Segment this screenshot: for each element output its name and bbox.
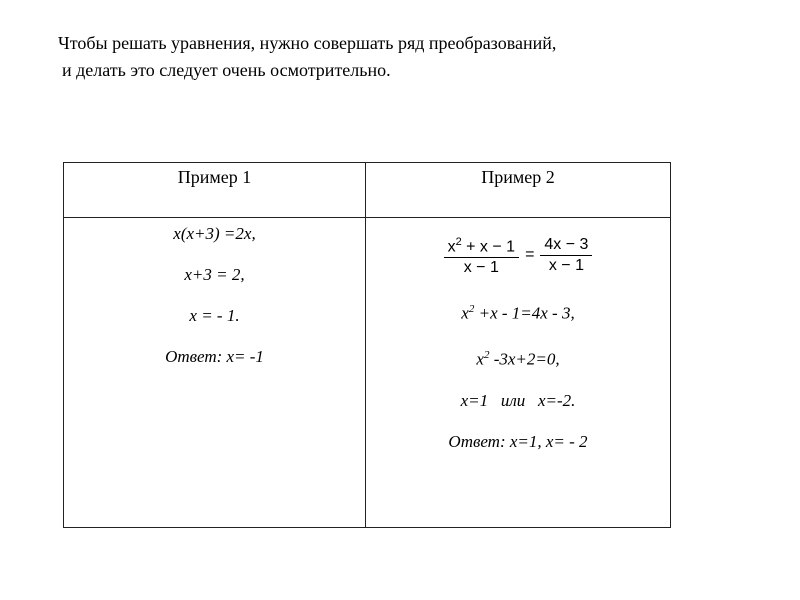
example-1-step-2: x+3 = 2,: [184, 265, 245, 284]
right-numerator: 4x − 3: [540, 235, 592, 256]
header-example-1: Пример 1: [64, 163, 366, 218]
intro-line-1: Чтобы решать уравнения, нужно совершать ряд преобразований,: [58, 33, 557, 53]
left-denominator: x − 1: [463, 259, 499, 277]
example-2-answer: Ответ: x=1, x= - 2: [448, 431, 588, 451]
example-2-cell: [366, 218, 671, 528]
example-1-cell: [64, 218, 366, 528]
equals-sign: =: [525, 246, 535, 264]
right-fraction: [540, 235, 592, 276]
table-body-row: [64, 218, 671, 528]
example-2-step-1: $x^2 +x - 1=4x - 3$,: [461, 303, 575, 323]
example-1-step-1: x(x+3) =2x,: [173, 224, 256, 243]
example-2-step-2: $x^2$ -3x+2=0,: [476, 348, 560, 369]
fraction-equation: [366, 232, 670, 278]
examples-table: [63, 162, 671, 528]
left-fraction: [444, 232, 520, 278]
example-1-answer: Ответ: x= -1: [165, 347, 264, 366]
intro-line-2: и делать это следует очень осмотрительно.: [62, 60, 391, 80]
intro-text: [58, 30, 556, 84]
table-header-row: [64, 163, 671, 218]
right-denominator: x − 1: [548, 256, 584, 274]
example-2-step-3: x=1 или x=-2.: [460, 390, 576, 410]
header-example-2: Пример 2: [366, 163, 671, 218]
example-1-step-3: x = - 1.: [189, 306, 240, 325]
left-numerator: $x^2 + x - 1$: [444, 232, 520, 258]
